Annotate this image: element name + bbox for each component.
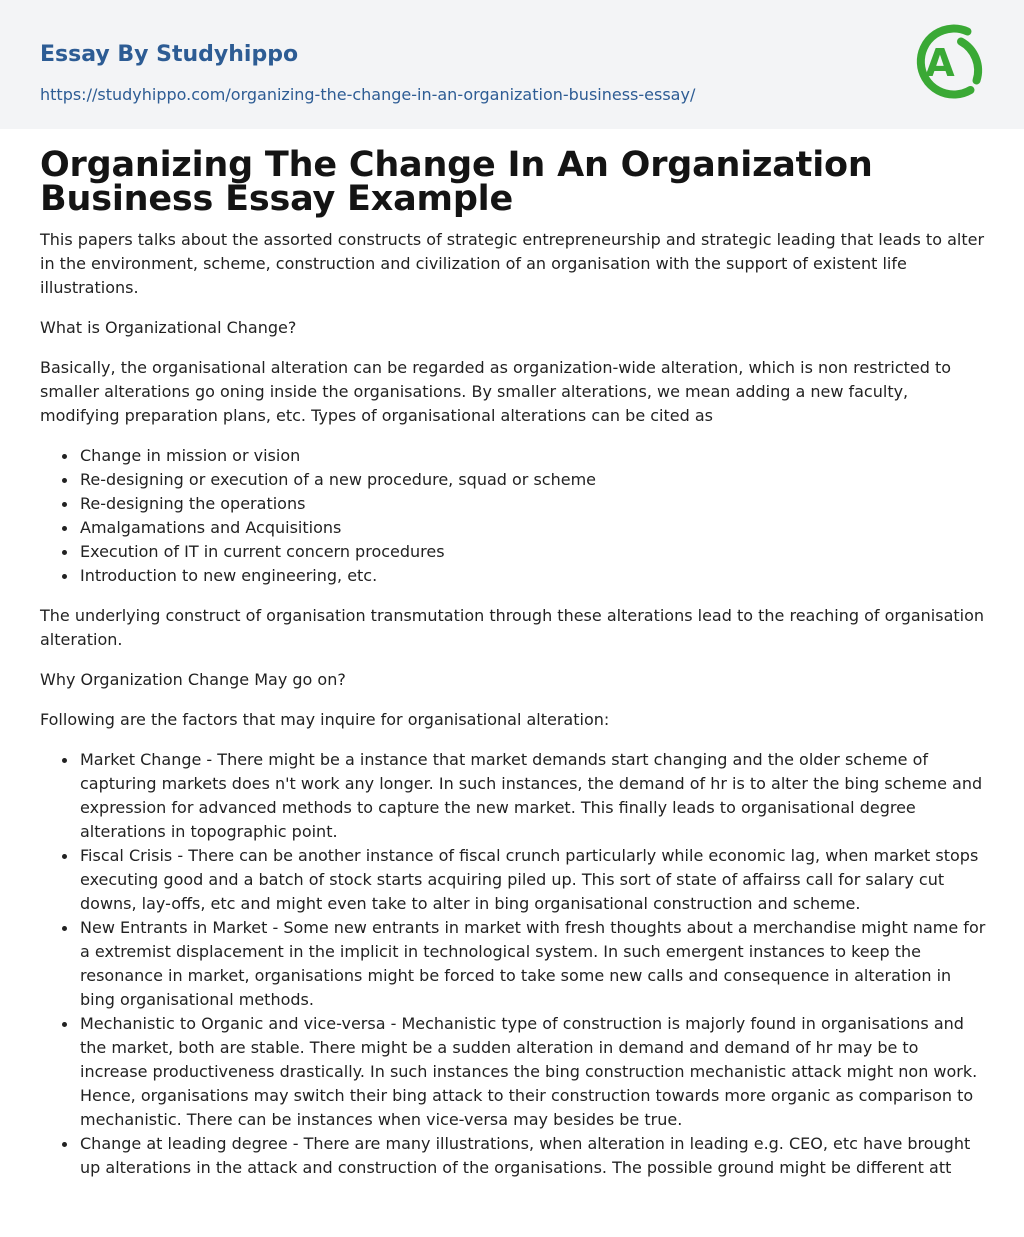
source-url-link[interactable]: https://studyhippo.com/organizing-the-change-in-an-organization-business-essay/ (40, 85, 696, 104)
question-why-change: Why Organization Change May go on? (40, 670, 346, 689)
article-body (40, 145, 986, 1196)
list-item: Mechanistic to Organic and vice-versa - Mechanistic type of construction is majorly found in organisations and the market, both are stable. There might be a sudden alteration in demand and demand of hr may be to increase productiveness drastically. In such instances the bing construction mechanistic attack might non work. Hence, organisations may switch their bing attack to their construction towards more organic as comparison to mechanistic. There can be instances when vice-versa may besides be true. (80, 1012, 986, 1132)
factors-intro-paragraph: Following are the factors that may inquire for organisational alteration: (40, 710, 610, 729)
definition-paragraph: Basically, the organisational alteration can be regarded as organization-wide alteration, which is non restricted to smaller alterations go oning inside the organisations. By smaller alterations, we mean adding a new faculty, modifying preparation plans, etc. Types of organisational alterations can be cited as (40, 358, 952, 425)
logo-letter: A (925, 41, 955, 85)
list-item: Introduction to new engineering, etc. (80, 564, 986, 588)
list-item: Fiscal Crisis - There can be another instance of fiscal crunch particularly while economic lag, when market stops executing good and a batch of stock starts acquiring piled up. This sort of state of affairss call for salary cut downs, lay-offs, etc and might even take to alter in bing organisational construction and scheme. (80, 844, 986, 916)
list-item: Re-designing or execution of a new procedure, squad or scheme (80, 468, 986, 492)
site-header (0, 0, 1024, 129)
list-item: New Entrants in Market - Some new entrants in market with fresh thoughts about a merchandise might name for a extremist displacement in the implicit in technological system. In such emergent instances to keep the resonance in market, organisations might be forced to take some new calls and consequence in alteration in bing organisational methods. (80, 916, 986, 1012)
studyhippo-logo-icon[interactable] (912, 18, 986, 106)
brand-title[interactable]: Essay By Studyhippo (40, 42, 299, 67)
list-item: Market Change - There might be a instance that market demands start changing and the older scheme of capturing markets does n't work any longer. In such instances, the demand of hr is to alter the bing scheme and expression for advanced methods to capture the new market. This finally leads to organisational degree alterations in topographic point. (80, 748, 986, 844)
list-item: Change in mission or vision (80, 444, 986, 468)
list-item: Re-designing the operations (80, 492, 986, 516)
list-item: Change at leading degree - There are many illustrations, when alteration in leading e.g. CEO, etc have brought up alterations in the attack and construction of the organisations. The possible ground might be different att (80, 1132, 986, 1180)
types-list (40, 444, 986, 588)
question-organizational-change: What is Organizational Change? (40, 318, 297, 337)
page-title: Organizing The Change In An Organization Business Essay Example (40, 145, 873, 219)
intro-paragraph: This papers talks about the assorted constructs of strategic entrepreneurship and strategic leading that leads to alter in the environment, scheme, construction and civilization of an organisation with the support of existent life illustrations. (40, 230, 985, 297)
list-item: Amalgamations and Acquisitions (80, 516, 986, 540)
factors-list (40, 748, 986, 1180)
transmutation-paragraph: The underlying construct of organisation transmutation through these alterations lead to the reaching of organisation alteration. (40, 606, 985, 649)
list-item: Execution of IT in current concern procedures (80, 540, 986, 564)
